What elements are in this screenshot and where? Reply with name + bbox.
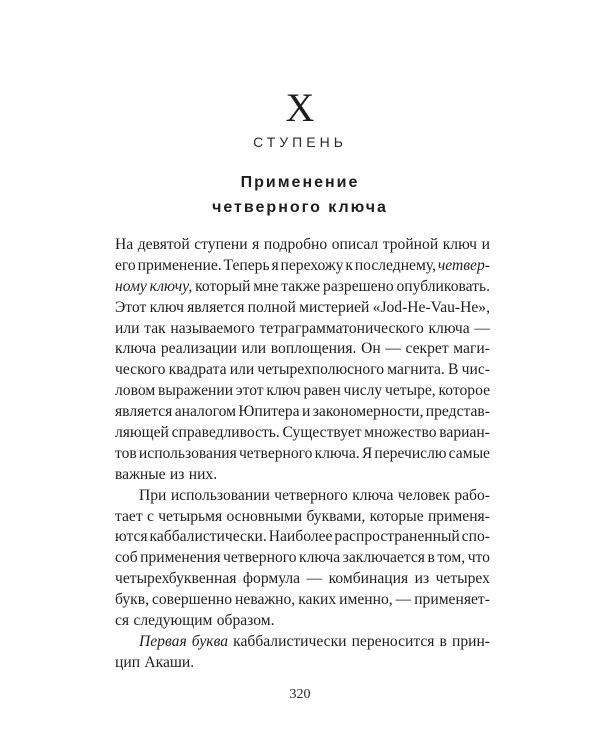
word: справедливость. (171, 424, 280, 442)
word: является (187, 298, 245, 316)
word: ступени (194, 236, 248, 253)
word: я (252, 236, 260, 253)
text-line (115, 444, 490, 465)
text-line (115, 632, 490, 653)
word: четырехбуквенная (115, 570, 237, 588)
text-line (115, 235, 490, 256)
word: ключа (428, 319, 470, 337)
word: четверного (223, 549, 297, 567)
text-line (115, 256, 490, 277)
page-number: 320 (289, 687, 311, 702)
chapter-title-line: четверного ключа (212, 199, 388, 216)
word: множество (364, 424, 437, 442)
word: них. (188, 465, 218, 483)
text-line (115, 611, 490, 632)
word: четырех (435, 570, 490, 588)
word: том, (437, 549, 466, 567)
word: ключу, (149, 277, 193, 295)
word: Я (361, 444, 373, 462)
word: Юпитера (238, 403, 300, 421)
word: описал (331, 236, 379, 253)
word: или (229, 361, 255, 379)
word: аналогом (174, 403, 236, 421)
word: образом. (216, 612, 275, 630)
text-line (115, 339, 490, 360)
word: мне (253, 277, 279, 295)
text-line (115, 569, 490, 590)
text-line (115, 653, 490, 674)
word: четыре, (385, 382, 436, 400)
word: которое (438, 382, 490, 400)
word: к (345, 256, 353, 274)
word: ному (115, 277, 147, 295)
text-line (115, 527, 490, 548)
chapter-number: X (285, 85, 315, 130)
word: последнему, (354, 256, 436, 274)
word: каббалистически. (149, 528, 267, 546)
word: человек (397, 486, 450, 504)
word: букв, (115, 591, 149, 609)
word: и (481, 236, 490, 253)
text-line (115, 298, 490, 319)
word: числу (343, 382, 383, 400)
word: ются (115, 528, 148, 546)
word: называемого (170, 319, 255, 337)
word: Существует (282, 424, 362, 442)
word: «Jod-He-Vau-He», (372, 298, 490, 316)
word: ключ (442, 236, 477, 253)
word: ключ (266, 382, 301, 400)
word: соб (115, 549, 138, 567)
chapter-title (0, 170, 600, 220)
word: я (271, 256, 279, 274)
word: применяет- (414, 591, 490, 609)
word: Первая (139, 632, 187, 650)
word: каких (298, 591, 337, 609)
word: Наиболее (268, 528, 333, 546)
chapter-title-line: Применение (240, 174, 360, 191)
word: комбинация (328, 570, 409, 588)
word: этот (235, 382, 264, 400)
word: формула (242, 570, 301, 588)
word: Акаши. (144, 653, 195, 671)
word: которые (369, 507, 424, 525)
word: — (395, 591, 412, 609)
word: равен (303, 382, 341, 400)
word: чис- (461, 361, 490, 379)
word: На (115, 236, 134, 253)
word: вариан- (439, 424, 490, 442)
word: в (439, 632, 447, 650)
word: ческого (115, 361, 166, 379)
word: рабо- (454, 486, 490, 504)
word: выражении (158, 382, 234, 400)
word: буквами, (306, 507, 366, 525)
word: ключ (149, 298, 184, 316)
word: прин- (451, 632, 490, 650)
word: маги- (453, 340, 490, 358)
word: Он (361, 340, 381, 358)
chapter-label: СТУПЕНЬ (253, 134, 347, 150)
word: тов (115, 444, 137, 462)
word: магнита. (387, 361, 445, 379)
word: или (241, 340, 267, 358)
word: применя- (427, 507, 490, 525)
word: ключа (352, 486, 394, 504)
word: и (302, 403, 311, 421)
word: реализации (160, 340, 238, 358)
word: использования (138, 444, 237, 462)
text-line (115, 465, 490, 486)
word: буква (191, 632, 229, 650)
word: воплощения. (270, 340, 357, 358)
word: Этот (115, 298, 147, 316)
text-line (115, 402, 490, 423)
word: четырехполюсного (257, 361, 385, 379)
word: разрешено (323, 277, 394, 295)
word: девятой (137, 236, 190, 253)
word: использовании (170, 486, 270, 504)
word: в (427, 549, 435, 567)
word: применение. (137, 256, 222, 274)
word: каббалистически (233, 632, 347, 650)
word: четырьмя (158, 507, 223, 525)
word: ляющей (115, 424, 169, 442)
word: — (474, 319, 490, 337)
word: ключа (115, 340, 157, 358)
word: ключа. (314, 444, 360, 462)
word: с (146, 507, 154, 525)
word: Теперь (223, 256, 270, 274)
word: четверного (238, 444, 313, 462)
word: перечислю (374, 444, 447, 462)
word: ловом (115, 382, 156, 400)
word: перехожу (280, 256, 344, 274)
word: из (414, 570, 430, 588)
word: тетраграмматонического (259, 319, 424, 337)
word: основными (226, 507, 303, 525)
word: переносится (351, 632, 435, 650)
text-line (115, 507, 490, 528)
text-line (115, 277, 490, 298)
word: заключается (342, 549, 425, 567)
word: его (115, 256, 136, 274)
body-text (115, 235, 490, 674)
word: тройной (382, 236, 439, 253)
word: который (195, 277, 251, 295)
word: полной (247, 298, 296, 316)
word: При (139, 486, 167, 504)
word: квадрата (168, 361, 227, 379)
word: важные (115, 465, 166, 483)
word: тает (115, 507, 143, 525)
word: ключа (299, 549, 341, 567)
word: самые (448, 444, 490, 462)
word: распространенный (334, 528, 460, 546)
word: четвер- (437, 256, 490, 274)
text-line (115, 486, 490, 507)
word: закономерности, (312, 403, 424, 421)
text-line (115, 548, 490, 569)
text-line (115, 423, 490, 444)
word: спо- (461, 528, 490, 546)
word: — (306, 570, 323, 588)
word: В (448, 361, 459, 379)
word: применения (140, 549, 221, 567)
word: из (169, 465, 185, 483)
word: совершенно (151, 591, 233, 609)
text-line (115, 381, 490, 402)
word: следующим (133, 612, 213, 630)
word: — (385, 340, 401, 358)
word: опубликовать. (396, 277, 490, 295)
word: секрет (405, 340, 449, 358)
word: так (144, 319, 166, 337)
word: подробно (263, 236, 328, 253)
text-line (115, 590, 490, 611)
word: неважно, (235, 591, 296, 609)
word: именно, (339, 591, 393, 609)
text-line (115, 360, 490, 381)
word: представ- (425, 403, 490, 421)
word: ся (115, 612, 130, 630)
word: или (115, 319, 140, 337)
text-line (115, 319, 490, 340)
word: цип (115, 653, 141, 671)
word: также (281, 277, 321, 295)
word: что (467, 549, 490, 567)
word: четверного (274, 486, 348, 504)
word: мистерией (299, 298, 370, 316)
word: является (115, 403, 173, 421)
